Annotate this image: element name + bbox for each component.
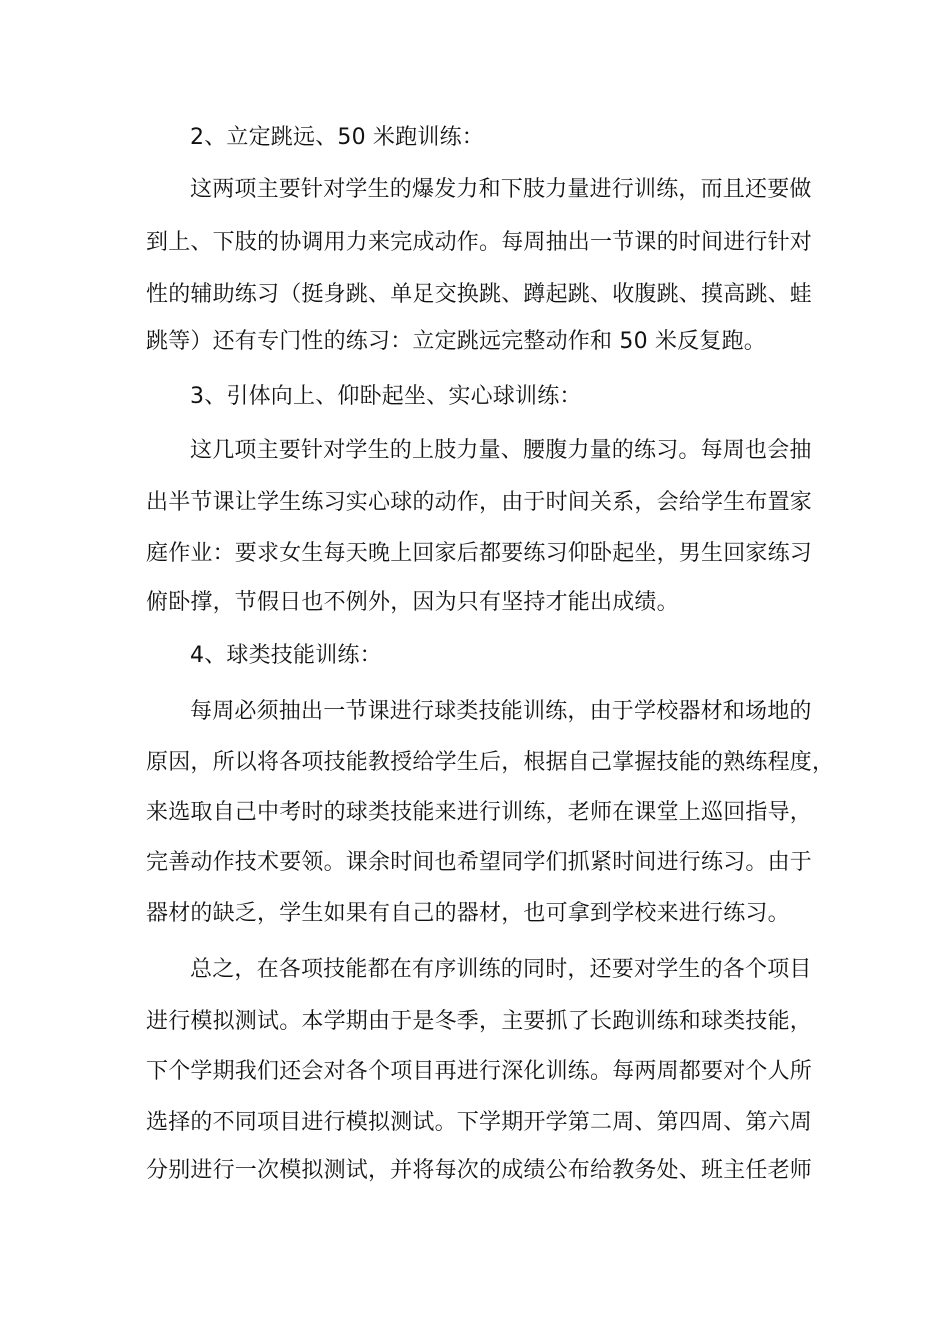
paragraph-line: 这两项主要针对学生的爆发力和下肢力量进行训练，而且还要做 (190, 177, 812, 202)
paragraph-line: 跳等）还有专门性的练习：立定跳远完整动作和 50 米反复跑。 (146, 329, 766, 354)
paragraph-line: 来选取自己中考时的球类技能来进行训练，老师在课堂上巡回指导， (146, 800, 813, 825)
paragraph-line: 性的辅助练习（挺身跳、单足交换跳、蹲起跳、收腹跳、摸高跳、蛙 (146, 282, 813, 307)
paragraph-line: 庭作业：要求女生每天晚上回家后都要练习仰卧起坐，男生回家练习 (146, 541, 813, 566)
paragraph-line: 下个学期我们还会对各个项目再进行深化训练。每两周都要对个人所 (146, 1059, 813, 1084)
paragraph-line: 选择的不同项目进行模拟测试。下学期开学第二周、第四周、第六周 (146, 1110, 813, 1135)
paragraph-line: 进行模拟测试。本学期由于是冬季，主要抓了长跑训练和球类技能， (146, 1009, 813, 1034)
section-heading-4: 4、球类技能训练： (190, 643, 382, 668)
paragraph-line: 出半节课让学生练习实心球的动作，由于时间关系，会给学生布置家 (146, 490, 813, 515)
section-heading-3: 3、引体向上、仰卧起坐、实心球训练： (190, 384, 582, 409)
section-heading-2: 2、立定跳远、50 米跑训练： (190, 125, 484, 150)
paragraph-line: 俯卧撑，节假日也不例外，因为只有坚持才能出成绩。 (146, 590, 679, 615)
paragraph-line: 完善动作技术要领。课余时间也希望同学们抓紧时间进行练习。由于 (146, 850, 813, 875)
paragraph-line: 这几项主要针对学生的上肢力量、腰腹力量的练习。每周也会抽 (190, 438, 812, 463)
paragraph-line: 原因，所以将各项技能教授给学生后，根据自己掌握技能的熟练程度， (146, 750, 835, 775)
paragraph-line: 到上、下肢的协调用力来完成动作。每周抽出一节课的时间进行针对 (146, 230, 813, 255)
paragraph-line: 器材的缺乏，学生如果有自己的器材，也可拿到学校来进行练习。 (146, 901, 790, 926)
paragraph-line: 分别进行一次模拟测试，并将每次的成绩公布给教务处、班主任老师 (146, 1158, 813, 1183)
paragraph-line: 总之，在各项技能都在有序训练的同时，还要对学生的各个项目 (190, 957, 812, 982)
paragraph-line: 每周必须抽出一节课进行球类技能训练，由于学校器材和场地的 (190, 699, 812, 724)
